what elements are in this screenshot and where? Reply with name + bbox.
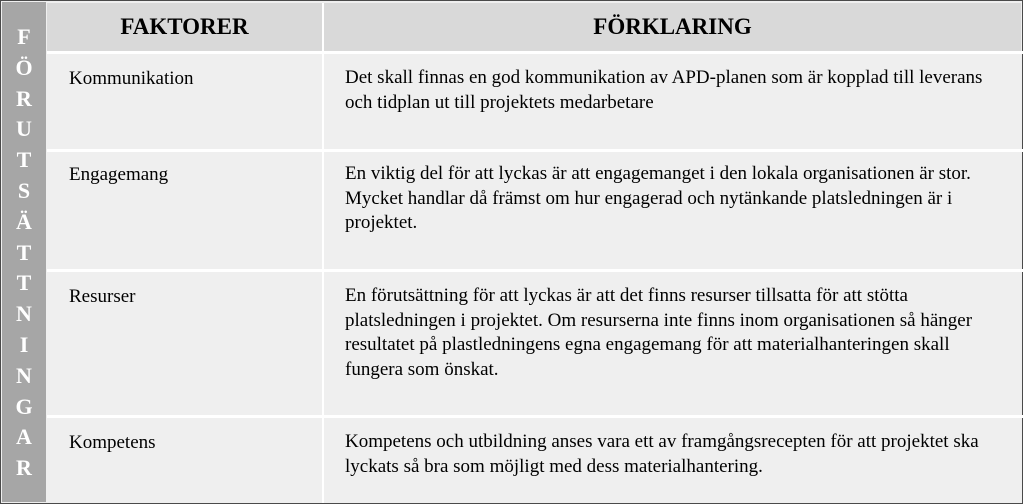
explanation-resurser: En förutsättning för att lyckas är att det finns resurser tillsatta för att stötta platsledningen i projektet. Om resurserna inte finns inom organisationen så hänger resultatet på plastledningens egna engagemang för att materialhanteringen skall fungera som önskat. xyxy=(345,285,973,380)
row-divider xyxy=(47,149,1023,152)
side-letter: U xyxy=(16,116,32,142)
explanation-kommunikation: Det skall finnas en god kommunikation av APD-planen som är kopplad till leverans och tidplan ut till projektets medarbetare xyxy=(345,67,983,113)
explanation-kompetens: Kompetens och utbildning anses vara ett av framgångsrecepten för att projektet ska lyckats så bra som möjligt med dess materialhantering. xyxy=(345,431,979,477)
side-letter: T xyxy=(16,147,32,173)
factor-kommunikation: Kommunikation xyxy=(69,68,194,89)
side-label-bar xyxy=(2,2,46,502)
header-factors: FAKTORER xyxy=(47,3,322,51)
factor-engagemang: Engagemang xyxy=(69,164,169,185)
side-letter: A xyxy=(16,424,32,450)
side-letter: Ö xyxy=(15,54,33,80)
explanation-engagemang: En viktig del för att lyckas är att engagemanget i den lokala organisationen är stor. Mycket handlar då främst om hur engagerad och nytänkande platsledningen är i projektet. xyxy=(345,163,971,233)
side-letter: T xyxy=(16,270,32,296)
side-letter: R xyxy=(16,85,32,111)
side-letter: R xyxy=(16,455,32,481)
side-letter: Ä xyxy=(16,208,32,234)
side-letter: T xyxy=(16,239,32,265)
factor-resurser: Resurser xyxy=(69,286,136,307)
side-letter: N xyxy=(16,362,32,388)
header-explanation: FÖRKLARING xyxy=(324,3,1021,51)
side-letter: S xyxy=(17,178,31,203)
side-letter: N xyxy=(16,301,32,327)
side-letter: G xyxy=(15,393,33,419)
side-letter: F xyxy=(17,24,31,49)
row-divider xyxy=(47,415,1023,418)
side-letter: I xyxy=(19,332,29,357)
row-divider xyxy=(47,51,1023,54)
column-divider xyxy=(322,3,324,503)
factor-kompetens: Kompetens xyxy=(69,432,156,453)
row-divider xyxy=(47,269,1023,272)
